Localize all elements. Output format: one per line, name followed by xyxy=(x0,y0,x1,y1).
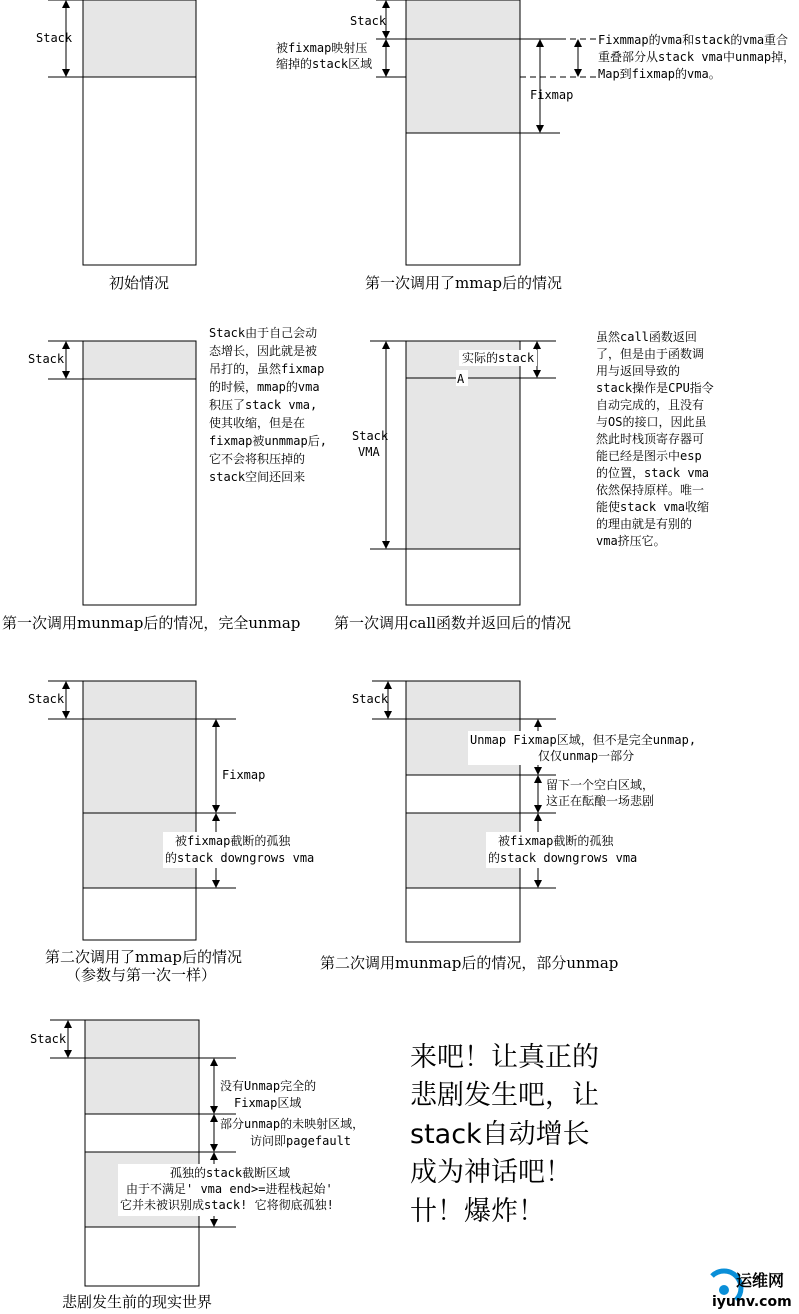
note-line-8: 能已经是图示中esp xyxy=(596,449,702,463)
partial-label-2: 仅仅unmap一部分 xyxy=(538,749,635,763)
note-line-6: 使其收缩，但是在 xyxy=(209,416,306,430)
fixmap-label: Fixmap xyxy=(530,88,574,102)
note-line-1: Fixmmap的vma和stack的vma重合 xyxy=(598,33,789,47)
stack-label: Stack xyxy=(30,1032,67,1046)
note-line-9: stack空间还回来 xyxy=(209,470,306,484)
lonely-label-1: 被fixmap截断的孤独 xyxy=(175,834,291,848)
watermark-name: 运维网 xyxy=(736,1271,785,1290)
diagram-second-munmap xyxy=(320,681,700,972)
lonely-label-1: 被fixmap截断的孤独 xyxy=(498,834,614,848)
stack-region xyxy=(85,1020,199,1058)
exclaim-line-5: 卄！爆炸！ xyxy=(410,1196,545,1227)
watermark xyxy=(712,1271,792,1310)
note-line-4: stack操作是CPU指令 xyxy=(596,381,714,395)
caption-call-return: 第一次调用call函数并返回后的情况 xyxy=(334,614,571,632)
exclaim-line-1: 来吧！让真正的 xyxy=(410,1042,599,1073)
notfull-label-2: Fixmap区域 xyxy=(234,1096,302,1110)
note-line-3: 吊打的，虽然fixmap xyxy=(209,362,325,376)
note-line-7: 然此时栈顶寄存器可 xyxy=(596,432,705,446)
fixmap-label: Fixmap xyxy=(222,768,266,782)
caption-before-tragedy: 悲剧发生前的现实世界 xyxy=(62,1293,213,1311)
fixmap-region xyxy=(406,39,520,133)
lonely-label-1: 孤独的stack截断区域 xyxy=(170,1166,291,1180)
exclaim-line-2: 悲剧发生吧，让 xyxy=(410,1080,599,1111)
lonely-label-2: 由于不满足' vma end>=进程栈起始' xyxy=(126,1182,333,1196)
note-line-6: 与OS的接口，因此虽 xyxy=(596,415,707,429)
stack-label: Stack xyxy=(350,14,387,28)
squeezed-label-2: 缩掉的stack区域 xyxy=(276,57,373,71)
caption-first-munmap: 第一次调用munmap后的情况，完全unmap xyxy=(2,614,301,632)
esp-marker: A xyxy=(457,372,465,386)
note-line-4: 的时候，mmap的vma xyxy=(209,380,320,394)
diagram-first-mmap xyxy=(276,0,795,292)
diagram-first-munmap xyxy=(2,325,327,632)
gap-label-1: 留下一个空白区域， xyxy=(546,778,655,792)
note-line-3: Map到fixmap的vma。 xyxy=(598,67,721,81)
caption-first-mmap: 第一次调用了mmap后的情况 xyxy=(365,274,562,292)
note-line-11: 能使stack vma收缩 xyxy=(596,500,710,514)
squeezed-label-1: 被fixmap映射压 xyxy=(276,41,368,55)
actual-stack-label: 实际的stack xyxy=(462,351,535,365)
vma-label: VMA xyxy=(358,445,380,459)
note-line-2: 了，但是由于函数调 xyxy=(596,347,705,361)
note-line-3: 用与返回导致的 xyxy=(596,364,681,378)
note-line-1: Stack由于自己会动 xyxy=(209,326,318,340)
stack-region xyxy=(406,0,520,39)
unmapped-label-2: 访问即pagefault xyxy=(250,1134,352,1148)
stack-region xyxy=(83,0,196,77)
stack-label: Stack xyxy=(28,352,65,366)
watermark-url: iyunv.com xyxy=(712,1294,792,1310)
remaining-fixmap-region xyxy=(85,1058,199,1114)
note-line-13: vma挤压它。 xyxy=(596,534,666,548)
caption-second-mmap-1: 第二次调用了mmap后的情况 xyxy=(45,948,242,966)
exclamation-block xyxy=(410,1042,599,1227)
diagram-second-mmap xyxy=(28,681,314,984)
stack-region xyxy=(406,681,520,719)
stack-label: Stack xyxy=(36,31,73,45)
note-line-2: 重叠部分从stack vma中unmap掉， xyxy=(598,50,796,64)
exclaim-line-4: 成为神话吧！ xyxy=(410,1157,572,1188)
diagram-initial xyxy=(36,0,196,292)
exclaim-line-3: stack自动增长 xyxy=(410,1119,590,1150)
note-line-12: 的理由就是有别的 xyxy=(596,517,693,531)
note-line-5: 自动完成的，且没有 xyxy=(596,398,705,412)
note-line-5: 积压了stack vma, xyxy=(209,398,318,412)
gap-label-2: 这正在酝酿一场悲剧 xyxy=(546,794,655,808)
caption-second-mmap-2: （参数与第一次一样） xyxy=(66,966,217,984)
stack-label: Stack xyxy=(352,429,389,443)
note-line-1: 虽然call函数返回 xyxy=(596,330,697,344)
note-line-9: 的位置，stack vma xyxy=(596,466,710,480)
note-line-8: 它不会将积压掉的 xyxy=(209,452,306,466)
lonely-label-2: 的stack downgrows vma xyxy=(165,851,315,865)
notfull-label-1: 没有Unmap完全的 xyxy=(220,1079,317,1093)
stack-label: Stack xyxy=(28,692,65,706)
stack-region xyxy=(83,681,196,719)
stack-label: Stack xyxy=(352,692,389,706)
caption-initial: 初始情况 xyxy=(109,274,170,292)
caption-second-munmap: 第二次调用munmap后的情况，部分unmap xyxy=(320,954,619,972)
unmapped-label-1: 部分unmap的未映射区域， xyxy=(220,1117,365,1131)
fixmap-region xyxy=(83,719,196,813)
partial-label-1: Unmap Fixmap区域，但不是完全unmap, xyxy=(470,733,697,747)
note-line-10: 依然保持原样。唯一 xyxy=(596,483,705,497)
note-line-2: 态增长，因此就是被 xyxy=(209,344,318,358)
stack-region xyxy=(83,341,196,379)
diagram-call-return xyxy=(334,329,714,632)
lonely-label-3: 它并未被识别成stack! 它将彻底孤独! xyxy=(120,1198,334,1212)
lonely-label-2: 的stack downgrows vma xyxy=(488,851,638,865)
address-space-box xyxy=(83,341,196,605)
diagram-before-tragedy xyxy=(30,1020,364,1311)
note-line-7: fixmap被unmmap后, xyxy=(209,434,327,448)
